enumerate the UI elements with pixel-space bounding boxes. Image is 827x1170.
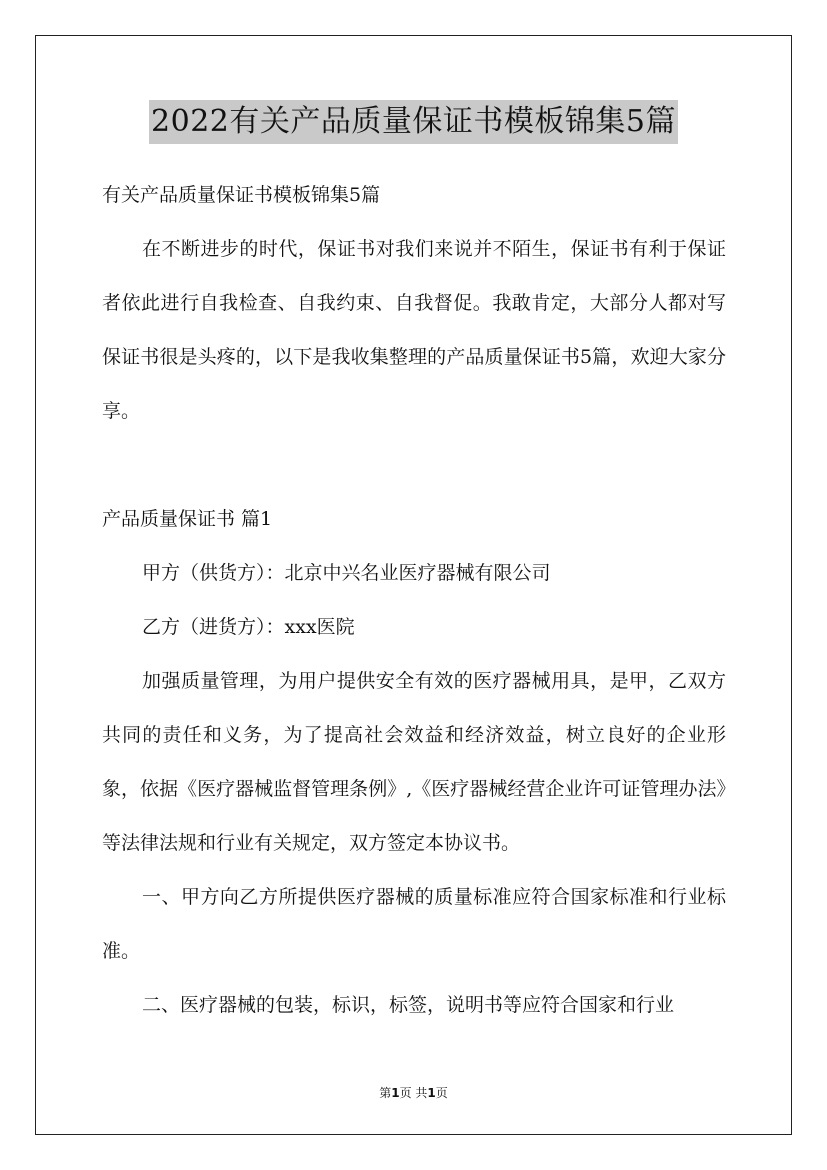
section-heading: 产品质量保证书 篇1 <box>102 508 273 530</box>
party-b-line: 乙方（进货方）：xxx医院 <box>142 616 355 638</box>
footer-prefix: 第 <box>379 1086 392 1100</box>
party-a-line: 甲方（供货方）：北京中兴名业医疗器械有限公司 <box>142 562 551 584</box>
footer-total-pages: 1 <box>427 1086 436 1100</box>
agreement-paragraph: 加强质量管理，为用户提供安全有效的医疗器械用具，是甲，乙双方共同的责任和义务，为了提高社会效益和经济效益，树立良好的企业形象，依据《医疗器械监督管理条例》,《医疗器械经营企业许可证管理办法》等法律法规和行业有关规定，双方签定本协议书。 <box>102 670 726 854</box>
document-body <box>102 168 726 1032</box>
document-title: 2022有关产品质量保证书模板锦集5篇 <box>149 100 678 144</box>
paragraph-spacer <box>102 438 726 492</box>
footer-current-page: 1 <box>391 1086 400 1100</box>
clause-two: 二、医疗器械的包装，标识，标签，说明书等应符合国家和行业 <box>142 994 675 1016</box>
intro-paragraph: 在不断进步的时代，保证书对我们来说并不陌生，保证书有利于保证者依此进行自我检查、自我约束、自我督促。我敢肯定，大部分人都对写保证书很是头疼的，以下是我收集整理的产品质量保证书5篇，欢迎大家分享。 <box>102 238 726 422</box>
clause-one: 一、甲方向乙方所提供医疗器械的质量标准应符合国家标准和行业标准。 <box>102 886 726 962</box>
page-footer <box>0 1084 827 1102</box>
footer-mid: 页 共 <box>399 1086 428 1100</box>
footer-suffix: 页 <box>435 1086 448 1100</box>
document-subtitle: 有关产品质量保证书模板锦集5篇 <box>102 184 381 206</box>
title-container <box>0 100 827 144</box>
